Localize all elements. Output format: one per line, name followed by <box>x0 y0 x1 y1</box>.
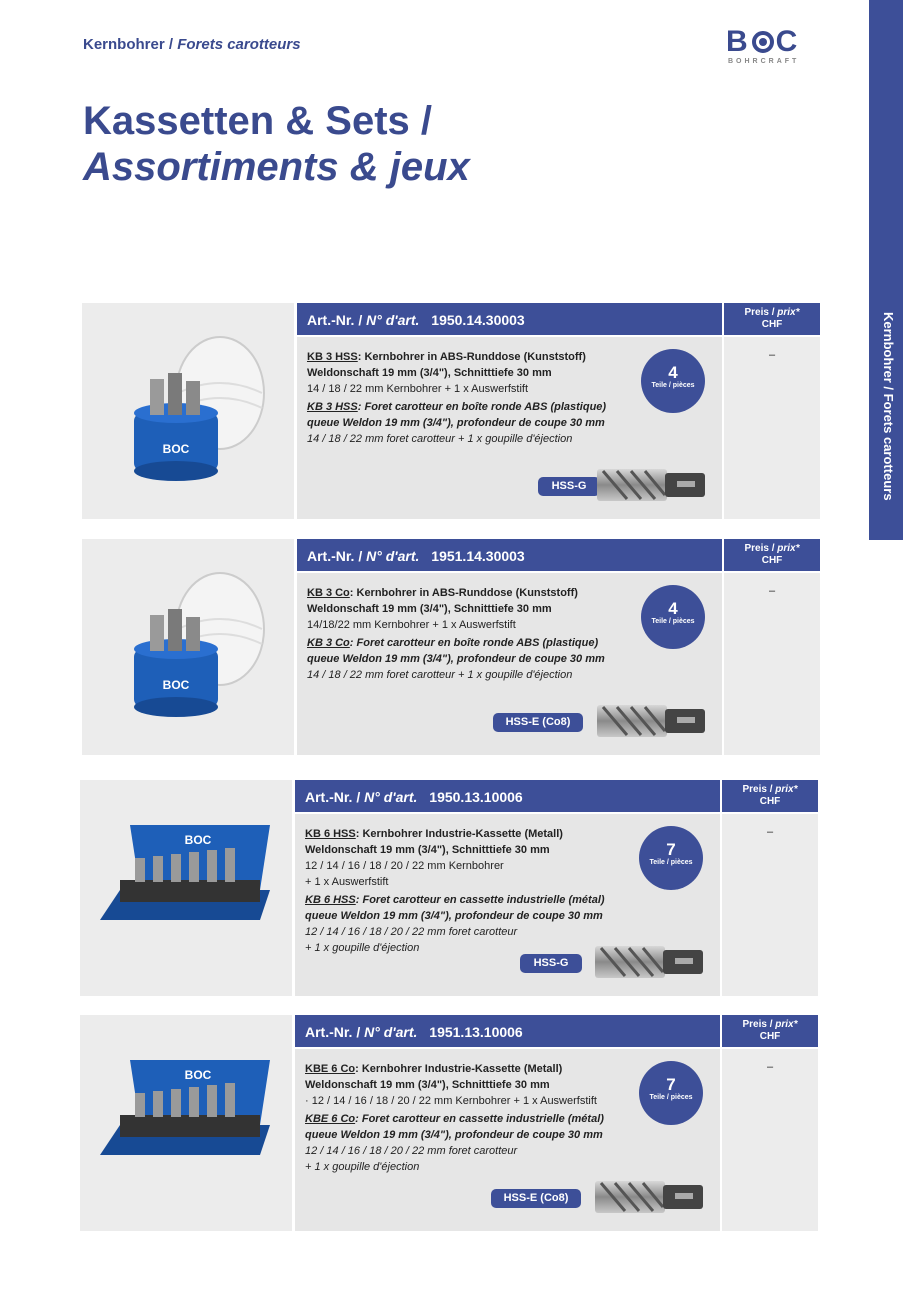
pieces-label: Teile / pièces <box>651 618 695 625</box>
price-value: – <box>722 1049 818 1231</box>
svg-text:BOC: BOC <box>184 833 212 847</box>
product-code-fr: KB 6 HSS <box>305 894 356 906</box>
art-nr-label-fr: N° d'art. <box>366 312 420 328</box>
article-number-header <box>297 539 722 571</box>
description-de-title <box>305 826 645 842</box>
product-description-panel <box>295 1049 720 1231</box>
description-de-title <box>307 585 647 601</box>
price-value: – <box>724 573 820 755</box>
logo-subtitle: BOHRCRAFT <box>728 58 800 65</box>
product-card <box>80 1015 818 1231</box>
description-fr-line2: queue Weldon 19 mm (3/4"), profondeur de coupe 30 mm <box>307 653 605 665</box>
breadcrumb <box>83 36 301 53</box>
product-case-image <box>82 303 294 519</box>
product-description <box>307 585 647 683</box>
article-number-header <box>295 1015 720 1047</box>
drill-bit-image <box>597 465 707 505</box>
material-type-badge: HSS-E (Co8) <box>493 713 583 732</box>
product-image <box>82 303 294 519</box>
page-title-de: Kassetten & Sets / <box>83 99 433 143</box>
description-fr-line3: 14 / 18 / 22 mm foret carotteur + 1 x goupille d'éjection <box>307 433 573 445</box>
price-label-de: Preis / <box>742 1019 773 1030</box>
product-card <box>80 780 818 996</box>
article-number: 1951.14.30003 <box>431 548 525 564</box>
price-currency: CHF <box>759 796 781 807</box>
logo-letter-c: C <box>775 25 800 58</box>
description-fr-line4: + 1 x goupille d'éjection <box>305 942 420 954</box>
price-value: – <box>722 814 818 996</box>
material-type-badge: HSS-G <box>520 954 582 973</box>
product-description-panel <box>295 814 720 996</box>
logo-mark <box>726 26 822 58</box>
product-code-de: KBE 6 Co <box>305 1063 356 1075</box>
drill-bit-image <box>595 942 705 982</box>
art-nr-label-fr: N° d'art. <box>364 1024 418 1040</box>
product-case-image <box>82 539 294 755</box>
pieces-count: 7 <box>666 840 676 859</box>
description-de-line4: + 1 x Auswerfstift <box>305 876 389 888</box>
breadcrumb-fr: Forets carotteurs <box>177 36 301 53</box>
description-de-line3: 14/18/22 mm Kernbohrer + 1 x Auswerfstift <box>307 619 516 631</box>
price-value: – <box>724 337 820 519</box>
description-fr-line3: 12 / 14 / 16 / 18 / 20 / 22 mm foret carotteur <box>305 1145 518 1157</box>
description-fr-line2: queue Weldon 19 mm (3/4"), profondeur de coupe 30 mm <box>305 910 603 922</box>
product-image <box>80 1015 292 1231</box>
material-type-badge: HSS-E (Co8) <box>491 1189 581 1208</box>
price-currency: CHF <box>761 319 783 330</box>
price-header <box>724 539 820 571</box>
product-case-image <box>80 780 292 996</box>
side-tab-label: Kernbohrer / Forets carotteurs <box>881 312 896 501</box>
description-fr-title <box>305 1111 645 1127</box>
price-label <box>722 1019 818 1031</box>
pieces-label: Teile / pièces <box>649 859 693 866</box>
description-fr-line3: 14 / 18 / 22 mm foret carotteur + 1 x goupille d'éjection <box>307 669 573 681</box>
article-number-header <box>297 303 722 335</box>
product-description-panel <box>297 337 722 519</box>
product-card <box>82 303 820 519</box>
description-de-line2: Weldonschaft 19 mm (3/4"), Schnitttiefe 30 mm <box>307 367 552 379</box>
product-code-de: KB 6 HSS <box>305 828 356 840</box>
pieces-count: 4 <box>668 363 678 382</box>
pieces-count: 4 <box>668 599 678 618</box>
description-de-line3: · 12 / 14 / 16 / 18 / 20 / 22 mm Kernbohrer + 1 x Auswerfstift <box>305 1095 597 1107</box>
price-header <box>722 780 818 812</box>
drill-bit-image <box>595 1177 705 1217</box>
description-fr-text: : Foret carotteur en cassette industrielle (métal) <box>355 1113 604 1125</box>
product-description <box>305 826 645 956</box>
article-number: 1950.13.10006 <box>429 789 523 805</box>
material-type-badge: HSS-G <box>538 477 600 496</box>
pieces-badge <box>639 1061 703 1125</box>
art-nr-label: Art.-Nr. / <box>305 1024 361 1040</box>
description-de-text: : Kernbohrer in ABS-Runddose (Kunststoff) <box>357 351 586 363</box>
product-image <box>82 539 294 755</box>
breadcrumb-de: Kernbohrer / <box>83 36 174 53</box>
art-nr-label: Art.-Nr. / <box>305 789 361 805</box>
page-title-fr: Assortiments & jeux <box>83 145 470 189</box>
description-fr-line2: queue Weldon 19 mm (3/4"), profondeur de coupe 30 mm <box>305 1129 603 1141</box>
article-number-header <box>295 780 720 812</box>
price-label <box>724 307 820 319</box>
logo-letter-b: B <box>726 25 750 58</box>
price-label-fr: prix* <box>777 307 800 318</box>
art-nr-label: Art.-Nr. / <box>307 548 363 564</box>
pieces-label: Teile / pièces <box>651 382 695 389</box>
svg-text:BOC: BOC <box>184 1068 212 1082</box>
svg-text:BOC: BOC <box>162 442 190 456</box>
pieces-label: Teile / pièces <box>649 1094 693 1101</box>
art-nr-label: Art.-Nr. / <box>307 312 363 328</box>
description-de-line3: 12 / 14 / 16 / 18 / 20 / 22 mm Kernbohrer <box>305 860 504 872</box>
description-fr-text: : Foret carotteur en boîte ronde ABS (plastique) <box>349 637 599 649</box>
pieces-badge <box>639 826 703 890</box>
price-label-de: Preis / <box>742 784 773 795</box>
svg-text:BOC: BOC <box>162 678 190 692</box>
page-title <box>83 98 470 190</box>
price-label-fr: prix* <box>775 1019 798 1030</box>
description-fr-text: : Foret carotteur en boîte ronde ABS (plastique) <box>357 401 607 413</box>
pieces-badge <box>641 585 705 649</box>
description-fr-line2: queue Weldon 19 mm (3/4"), profondeur de coupe 30 mm <box>307 417 605 429</box>
description-fr-title <box>305 892 645 908</box>
price-label-fr: prix* <box>777 543 800 554</box>
art-nr-label-fr: N° d'art. <box>364 789 418 805</box>
price-currency: CHF <box>759 1031 781 1042</box>
pieces-count: 7 <box>666 1075 676 1094</box>
product-card <box>82 539 820 755</box>
description-de-text: : Kernbohrer in ABS-Runddose (Kunststoff) <box>349 587 578 599</box>
price-label-fr: prix* <box>775 784 798 795</box>
description-de-title <box>307 349 647 365</box>
description-fr-line4: + 1 x goupille d'éjection <box>305 1161 420 1173</box>
description-de-text: : Kernbohrer Industrie-Kassette (Metall) <box>355 1063 563 1075</box>
price-label <box>724 543 820 555</box>
product-description <box>307 349 647 447</box>
pieces-badge <box>641 349 705 413</box>
product-code-de: KB 3 Co <box>307 587 350 599</box>
price-label-de: Preis / <box>744 307 775 318</box>
description-de-text: : Kernbohrer Industrie-Kassette (Metall) <box>355 828 563 840</box>
price-label <box>722 784 818 796</box>
article-number: 1951.13.10006 <box>429 1024 523 1040</box>
product-case-image <box>80 1015 292 1231</box>
logo-circle-icon <box>752 31 774 53</box>
price-header <box>722 1015 818 1047</box>
description-fr-title <box>307 635 647 651</box>
product-description-panel <box>297 573 722 755</box>
price-currency: CHF <box>761 555 783 566</box>
drill-bit-image <box>597 701 707 741</box>
price-label-de: Preis / <box>744 543 775 554</box>
boc-logo <box>726 26 822 74</box>
article-number: 1950.14.30003 <box>431 312 525 328</box>
description-fr-title <box>307 399 647 415</box>
product-code-fr: KB 3 HSS <box>307 401 358 413</box>
description-fr-text: : Foret carotteur en cassette industrielle (métal) <box>355 894 605 906</box>
description-de-title <box>305 1061 645 1077</box>
description-fr-line3: 12 / 14 / 16 / 18 / 20 / 22 mm foret carotteur <box>305 926 518 938</box>
product-image <box>80 780 292 996</box>
product-code-fr: KB 3 Co <box>307 637 350 649</box>
price-header <box>724 303 820 335</box>
product-code-fr: KBE 6 Co <box>305 1113 356 1125</box>
product-code-de: KB 3 HSS <box>307 351 358 363</box>
description-de-line2: Weldonschaft 19 mm (3/4"), Schnitttiefe 30 mm <box>307 603 552 615</box>
description-de-line3: 14 / 18 / 22 mm Kernbohrer + 1 x Auswerfstift <box>307 383 529 395</box>
description-de-line2: Weldonschaft 19 mm (3/4"), Schnitttiefe 30 mm <box>305 1079 550 1091</box>
art-nr-label-fr: N° d'art. <box>366 548 420 564</box>
description-de-line2: Weldonschaft 19 mm (3/4"), Schnitttiefe 30 mm <box>305 844 550 856</box>
product-description <box>305 1061 645 1175</box>
